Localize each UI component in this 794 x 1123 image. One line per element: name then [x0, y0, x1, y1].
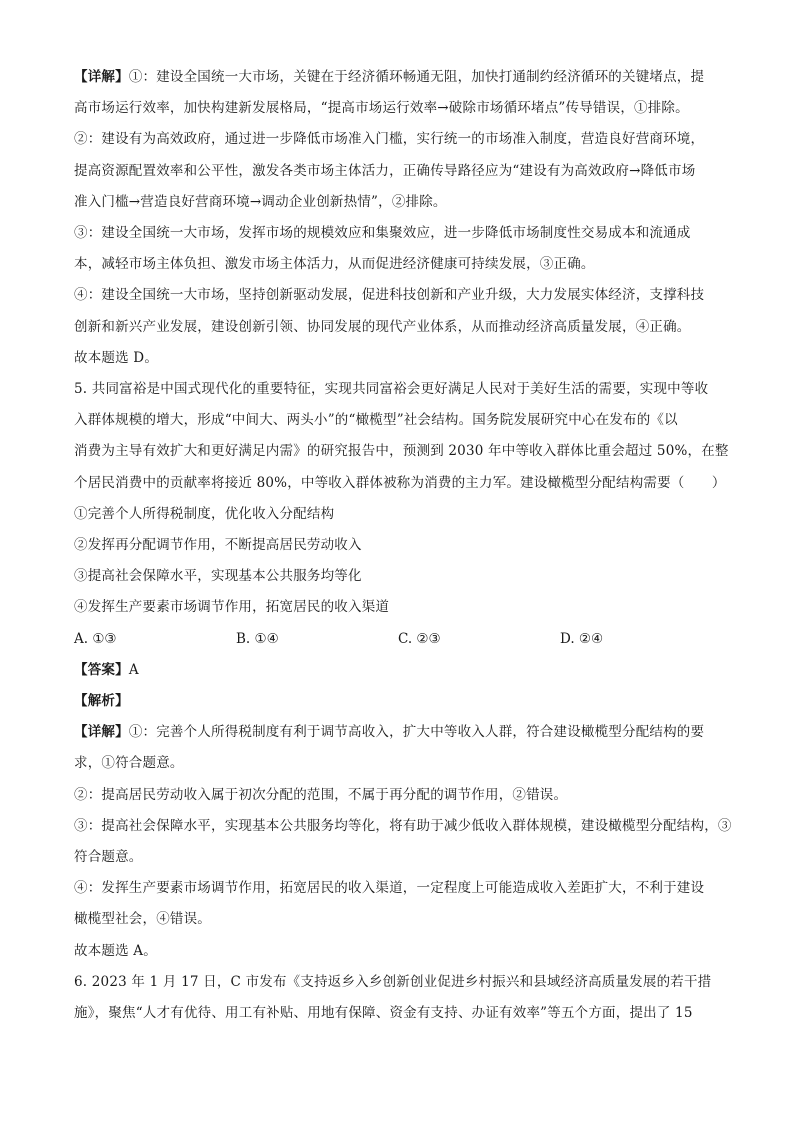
q5-answer [74, 655, 734, 686]
q4-detail-line-1: 【详解】①：建设全国统一大市场，关键在于经济循环畅通无阻，加快打通制约经济循环的关键堵点，提 [74, 69, 705, 85]
q4-detail-line-7: 本，减轻市场主体负担、激发市场主体活力，从而促进经济健康可持续发展，③正确。 [74, 256, 595, 273]
q5-stem-line-1: 5. 共同富裕是中国式现代化的重要特征，实现共同富裕会更好满足人民对于美好生活的需要，实现中等收 [74, 381, 709, 398]
q5-stem-line-2: 入群体规模的增大，形成“中间大、两头小”的“橄榄型”社会结构。国务院发展研究中心在发布的《以 [74, 412, 678, 429]
answer-value: A [128, 661, 139, 678]
q5-detail-line-1: 【详解】①：完善个人所得税制度有利于调节高收入，扩大中等收入人群，符合建设橄榄型分配结构的要 [74, 724, 705, 741]
q4-detail-line-5: 准入门槛→营造良好营商环境→调动企业创新热情”，②排除。 [74, 193, 447, 210]
q5-conclusion: 故本题选 A。 [74, 942, 157, 959]
q4-detail-line-9: 创新和新兴产业发展，建设创新引领、协同发展的现代产业体系，从而推动经济高质量发展，④正确。 [74, 318, 691, 335]
q4-detail-line-4: 提高资源配置效率和公平性，激发各类市场主体活力，正确传导路径应为“建设有为高效政府→降低市场 [74, 162, 696, 179]
q5-option-b: B. ①④ [236, 630, 279, 647]
q5-detail-line-3: ②：提高居民劳动收入属于初次分配的范围，不属于再分配的调节作用，②错误。 [74, 786, 568, 803]
q5-stem-line-3: 消费为主导有效扩大和更好满足内需》的研究报告中，预测到 2030 年中等收入群体比重会超过 50%，在整 [74, 443, 729, 460]
q5-statement-3: ③提高社会保障水平，实现基本公共服务均等化 [74, 568, 362, 585]
q5-detail-line-6: ④：发挥生产要素市场调节作用，拓宽居民的收入渠道，一定程度上可能造成收入差距扩大，不利于建设 [74, 880, 705, 897]
q4-detail-line-2: 高市场运行效率，加快构建新发展格局，“提高市场运行效率→破除市场循环堵点”传导错误，①排除。 [74, 100, 689, 117]
q5-statement-1: ①完善个人所得税制度，优化收入分配结构 [74, 505, 335, 522]
q5-statement-2: ②发挥再分配调节作用，不断提高居民劳动收入 [74, 537, 362, 554]
q5-detail-line-5: 符合题意。 [74, 849, 143, 866]
q4-detail-line-8: ④：建设全国统一大市场，坚持创新驱动发展，促进科技创新和产业升级，大力发展实体经济，支撑科技 [74, 287, 705, 304]
document-page [74, 62, 734, 1029]
q4-conclusion: 故本题选 D。 [74, 349, 159, 366]
q4-detail-line-6: ③：建设全国统一大市场，发挥市场的规模效应和集聚效应，进一步降低市场制度性交易成本和流通成 [74, 225, 691, 242]
detail-tag: 【详解】 [74, 724, 129, 741]
q4-detail-line-3: ②：建设有为高效政府，通过进一步降低市场准入门槛，实行统一的市场准入制度，营造良好营商环境， [74, 131, 705, 148]
q5-detail-line-4: ③：提高社会保障水平，实现基本公共服务均等化，将有助于减少低收入群体规模，建设橄榄型分配结构，③ [74, 817, 732, 834]
q5-option-c: C. ②③ [398, 630, 441, 647]
answer-tag: 【答案】 [74, 661, 129, 678]
detail-tag: 【详解】 [74, 69, 129, 85]
q5-detail-line-7: 橄榄型社会，④错误。 [74, 911, 211, 928]
analysis-tag: 【解析】 [74, 693, 129, 710]
q6-stem-line-1: 6. 2023 年 1 月 17 日，C 市发布《支持返乡入乡创新创业促进乡村振兴和县域经济高质量发展的若干措 [74, 973, 712, 990]
q5-statement-4: ④发挥生产要素市场调节作用，拓宽居民的收入渠道 [74, 599, 390, 616]
q5-option-a: A. ①③ [74, 630, 117, 647]
q4-detail-section [74, 62, 734, 374]
question-5 [74, 374, 734, 967]
q6-stem-line-2: 施》，聚焦“人才有优待、用工有补贴、用地有保障、资金有支持、办证有效率”等五个方面，提出了 15 [74, 1005, 693, 1022]
question-6 [74, 967, 734, 1029]
q5-option-d: D. ②④ [560, 630, 604, 647]
q5-options [74, 624, 734, 655]
q5-analysis [74, 686, 734, 717]
q5-stem-line-4: 个居民消费中的贡献率将接近 80%，中等收入群体被称为消费的主力军。建设橄榄型分配结构需要（ ） [74, 474, 726, 491]
q5-detail-line-2: 求，①符合题意。 [74, 755, 184, 772]
